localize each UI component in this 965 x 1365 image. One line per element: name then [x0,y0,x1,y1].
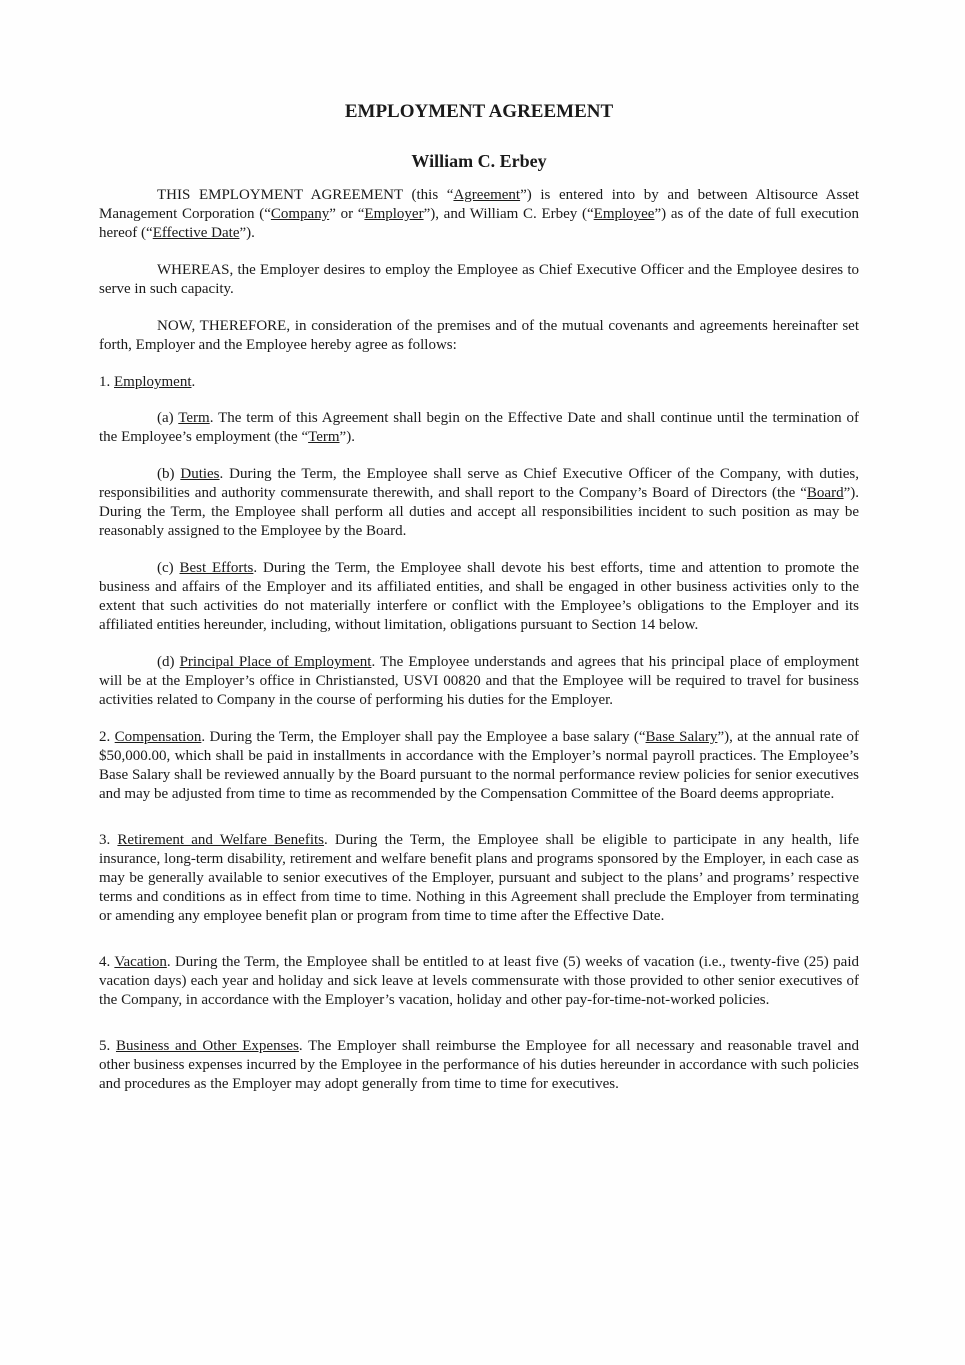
defined-term-company: Company [270,206,330,222]
section-1c-best-efforts: (c) Best Efforts. During the Term, the Employee shall devote his best efforts, time and attention to promote the business and affairs of the Employer and its affiliated entities, and shall be engaged in other business activities only to the extent that such activities do not materially interfere or conflict with the Employee’s obligations to the Employer and its affiliated entities hereunder, including, without limitation, obligations pursuant to Section 14 below. [99,560,859,633]
section-2-heading: Compensation [114,729,202,745]
section-1d-principal-place: (d) Principal Place of Employment. The Employee understands and agrees that his principal place of employment will be at the Employer’s office in Christiansted, USVI 00820 and that the Employee will be required to travel for business activities related to Company in the course of performing his duties for the Employer. [99,654,859,708]
intro-paragraph: THIS EMPLOYMENT AGREEMENT (this “Agreement”) is entered into by and between Altisource Asset Management Corporation (“Company” or “Employer”), and William C. Erbey (“Employee”) as of the date of full execution hereof (“Effective Date”). [99,187,860,241]
defined-term-employee: Employee [593,206,655,222]
section-4-vacation: 4. Vacation. During the Term, the Employee shall be entitled to at least five (5) weeks of vacation (i.e., twenty-five (25) paid vacation days) each year and holiday and sick leave at levels commensurate with those provided to other senior executives of the Company, in accordance with the Employer’s vacation, holiday and other pay-for-time-not-worked policies. [99,954,860,1008]
section-1b-heading: Duties [180,466,220,482]
section-3-heading: Retirement and Welfare Benefits [117,832,325,848]
defined-term-term: Term [308,429,340,445]
document-title: EMPLOYMENT AGREEMENT [344,101,614,122]
section-4-heading: Vacation [114,954,167,970]
defined-term-base-salary: Base Salary [645,729,718,745]
defined-term-effective-date: Effective Date [152,225,240,241]
section-1a-heading: Term [178,410,210,426]
document-subtitle: William C. Erbey [411,151,547,171]
document-body [99,100,859,1112]
section-5-expenses: 5. Business and Other Expenses. The Employer shall reimburse the Employee for all necessary and reasonable travel and other business expenses incurred by the Employee in the performance of his duties hereunder in accordance with such policies and procedures as the Employer may adopt generally from time to time for executives. [99,1038,859,1092]
defined-term-board: Board [806,485,844,501]
section-1d-heading: Principal Place of Employment [179,654,372,670]
section-1c-heading: Best Efforts [179,560,254,576]
defined-term-agreement: Agreement [453,187,521,203]
whereas-paragraph: WHEREAS, the Employer desires to employ the Employee as Chief Executive Officer and the Employee desires to serve in such capacity. [99,262,859,297]
defined-term-employer: Employer [364,206,424,222]
now-therefore-paragraph: NOW, THEREFORE, in consideration of the premises and of the mutual covenants and agreements hereinafter set forth, Employer and the Employee hereby agree as follows: [99,318,859,353]
section-1-heading: 1. Employment. [99,374,196,390]
section-5-heading: Business and Other Expenses [115,1038,299,1054]
section-1a-term: (a) Term. The term of this Agreement shall begin on the Effective Date and shall continue until the termination of the Employee’s employment (the “Term”). [99,410,859,445]
section-1b-duties: (b) Duties. During the Term, the Employee shall serve as Chief Executive Officer of the Company, with duties, responsibilities and authority commensurate therewith, and shall report to the Company’s Board of Directors (the “Board”). During the Term, the Employee shall perform all duties and accept all responsibilities incident to such position as may be reasonably assigned to the Employee by the Board. [99,466,859,539]
section-3-benefits: 3. Retirement and Welfare Benefits. During the Term, the Employee shall be eligible to participate in any health, life insurance, long-term disability, retirement and welfare benefit plans and programs sponsored by the Employer, in each case as may be generally available to senior executives of the Employer, pursuant and subject to the plans’ and programs’ respective terms and conditions as in effect from time to time. Nothing in this Agreement shall preclude the Employer from terminating or amending any employee benefit plan or program from time to time after the Effective Date. [99,832,860,924]
section-2-compensation: 2. Compensation. During the Term, the Employer shall pay the Employee a base salary (“Base Salary”), at the annual rate of $50,000.00, which shall be paid in installments in accordance with the Employer’s normal payroll practices. The Employee’s Base Salary shall be reviewed annually by the Board pursuant to the normal performance review policies for senior executives and may be adjusted from time to time as recommended by the Compensation Committee of the Board deems appropriate. [99,729,859,802]
